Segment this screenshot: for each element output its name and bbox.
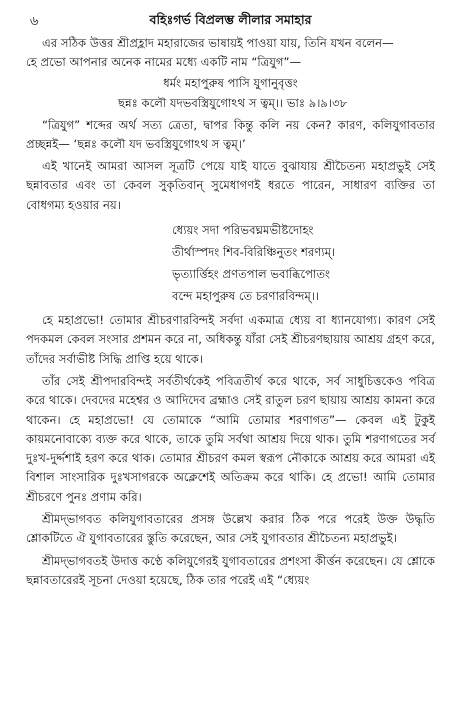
running-title: বহিঃগর্ভ বিপ্রলম্ভ লীলার সমাহার [149, 12, 312, 27]
paragraph-1-line-1: এর সঠিক উত্তর শ্রীপ্রহ্লাদ মহারাজের ভাষায়ই পাওয়া যায়, তিনি যখন বলেন— [42, 36, 394, 50]
paragraph-5: তাঁর সেই শ্রীপদারবিন্দই সর্বতীর্থকেই পবিত্রতীর্থ করে থাকে, সর্ব সাধুচিত্তকেও পবিত্র করে থাকে। দেবদের মহেশ্বর ও আদিদেব ব্রহ্মাও সেই রাতুল চরণ ছায়ায় আশ্রয় কামনা করে থাকেন। হে মহাপ্রভো! যে তোমাকে “আমি তোমার শরণাগত”— কেবল এই টুকুই কায়মনোবাক্যে ব্যক্ত করে থাকে, তাকে তুমি সর্বথা আশ্রয় দিয়ে থাক। তুমি শরণাগতের সর্ব দুঃখ-দুর্দ্দশাই হরণ করে থাক। তোমার শ্রীচরণ কমল স্বরূপ নৌকাকে আশ্রয় করে আমরা এই বিশাল সাংসারিক দুঃখসাগরকে অক্লেশেই অতিক্রম করে থাকি। হে প্রভো! আমি তোমার শ্রীচরণে পুনঃ প্রণাম করি। [26, 373, 435, 504]
paragraph-2: “ত্রিযুগ” শব্দের অর্থ সত্য ত্রেতা, দ্বাপর কিন্তু কলি নয় কেন? কারণ, কলিযুগাবতার প্রচ্ছন্নই— ‘ছন্নঃ কলৌ যদ ভবস্ত্রিযুগোঽথ স ত্বম্।’ [26, 117, 435, 151]
verse-1-line-1: ধর্মং মহাপুরুষ পাসি যুগানুবৃত্তং [163, 75, 298, 90]
page-number: ৬ [30, 14, 39, 29]
paragraph-4: হে মহাপ্রভো! তোমার শ্রীচরণারবিন্দই সর্বদা একমাত্র ধ্যেয় বা ধ্যানযোগ্য। কারণ সেই পদকমল কেবল সংসার প্রশমন করে না, অধিকন্তু যাঁরা সেই শ্রীচরণছায়ায় আশ্রয় গ্রহণ করে, তাঁদের সর্বাভীষ্ট সিদ্ধি প্রাপ্তি হয়ে থাকে। [26, 313, 435, 366]
page-header [26, 8, 435, 34]
paragraph-1-line-2: হে প্রভো আপনার অনেক নামের মধ্যে একটি নাম “ত্রিযুগ”— [26, 55, 302, 70]
stanza-line: তীর্থাস্পদং শিব-বিরিঞ্চিনুতং শরণ্যম্। [172, 245, 336, 260]
paragraph-3: এই খানেই আমরা আসল সূত্রটি পেয়ে যাই যাতে বুঝাযায় শ্রীচৈতন্য মহাপ্রভুই সেই ছন্নাবতার এবং তা কেবল সুকৃতিবান্ সুমেধাগণই ধরতে পারেন, সাধারণ ব্যক্তির তা বোধগম্য হওয়ার নয়। [26, 159, 435, 212]
paragraph-7: শ্রীমদ্‌ভাগবতই উদাত্ত কণ্ঠে কলিযুগেরই যুগাবতারের প্রশংসা কীর্ত্তন করেছেন। যে শ্লোকে ছন্নাবতারেরই সূচনা দেওয়া হয়েছে, ঠিক তার পরেই এই “ধ্যেয়ং [26, 553, 435, 587]
stanza-line: বন্দে মহাপুরুষ তে চরণারবিন্দম্।। [172, 289, 320, 304]
verse-1-line-2: ছন্নঃ কলৌ যদভবস্ত্রিযুগোঽথ স ত্বম্।। ভাঃ ৯।৯।৩৮ [118, 95, 348, 110]
stanza-line: ভৃত্যার্ত্তিহং প্রণতপাল ভবাব্ধিপোতং [172, 267, 331, 282]
sanskrit-stanza [26, 219, 435, 307]
paragraph-6: শ্রীমদ্‌ভাগবত কলিযুগাবতারের প্রসঙ্গ উল্লেখ করার ঠিক পরে পরেই উক্ত উদ্ধৃতি শ্লোকটিতে ঐ যুগাবতারের স্তুতি করেছেন, আর সেই যুগাবতার শ্রীচৈতন্য মহাপ্রভুই। [26, 512, 435, 546]
stanza-line: ধ্যেয়ং সদা পরিভবঘ্নমভীষ্টদোহং [172, 223, 314, 238]
